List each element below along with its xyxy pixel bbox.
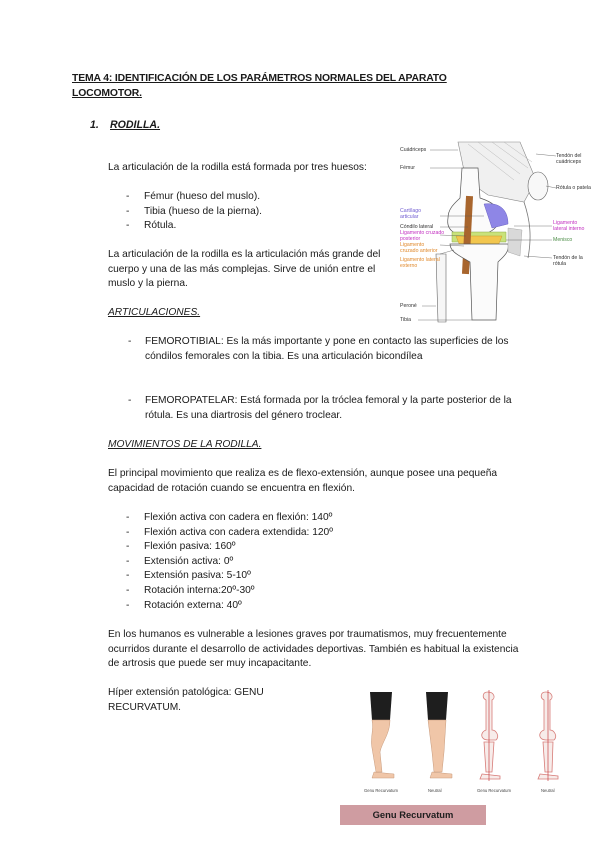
figure-caption: Neutral (541, 788, 555, 793)
knee-label: Cóndilo lateral (400, 224, 434, 230)
knee-label: Menisco (553, 237, 573, 243)
intro-paragraph: La articulación de la rodilla está formada por tres huesos: (108, 162, 367, 173)
list-item: - Flexión activa con cadera extendida: 120º (126, 526, 386, 541)
description-paragraph: La articulación de la rodilla es la articulación más grande del cuerpo y una de las más complejas. Sirve de unión entre el muslo y la pierna. (108, 249, 381, 290)
figure-caption: Neutral (428, 788, 442, 793)
genu-recurvatum-figure (360, 686, 586, 794)
list-item: - Extensión pasiva: 5-10º (126, 569, 386, 584)
section-number: 1. (90, 119, 99, 131)
articulaciones-heading: ARTICULACIONES. (108, 307, 201, 318)
knee-label: Ligamento cruzado posterior (400, 230, 445, 242)
knee-label: Ligamento cruzado anterior (400, 242, 438, 254)
figure-caption: Genu Recurvatum (364, 788, 398, 793)
bones-list (126, 190, 386, 234)
knee-label: Tibia (400, 317, 412, 323)
knee-label: Cuádriceps (400, 147, 427, 153)
movimientos-intro: El principal movimiento que realiza es de flexo-extensión, aunque posee una pequeña capacidad de rotación cuando se encuentra en flexión. (108, 468, 498, 494)
movimientos-heading: MOVIMIENTOS DE LA RODILLA. (108, 439, 262, 450)
knee-label: Ligamento lateral interno (553, 220, 585, 232)
list-item: - Extensión activa: 0º (126, 555, 386, 570)
genu-recurvatum-note: Híper extensión patológica: GENU RECURVATUM. (108, 687, 264, 713)
list-item: - Rotación externa: 40º (126, 599, 386, 614)
articulacion-item: - FEMOROTIBIAL: Es la más importante y pone en contacto las superficies de los cóndilos femorales con la tibia. Es una articulación bicondílea (128, 335, 528, 364)
lesiones-paragraph: En los humanos es vulnerable a lesiones graves por traumatismos, muy frecuentemente ocurridos durante el desarrollo de actividades deportivas. También es habitual la existencia de artrosis que puede ser muy incapacitante. (108, 629, 519, 670)
list-item: - Tibia (hueso de la pierna). (126, 205, 386, 220)
knee-label: Cartílago articular (400, 208, 422, 220)
list-item: - Fémur (hueso del muslo). (126, 190, 386, 205)
articulacion-text: FEMOROTIBIAL: Es la más importante y pone en contacto las superficies de los cóndilos femorales con la tibia. Es una articulación bicondílea (145, 336, 509, 362)
document-title: TEMA 4: IDENTIFICACIÓN DE LOS PARÁMETROS NORMALES DEL APARATO LOCOMOTOR. (72, 73, 447, 99)
list-item: - Rotación interna:20º-30º (126, 584, 386, 599)
articulacion-text: FEMOROPATELAR: Está formada por la tróclea femoral y la parte posterior de la rótula. Es una diartrosis del género troclear. (145, 395, 512, 421)
genu-recurvatum-banner: Genu Recurvatum (340, 805, 486, 825)
list-item: - Rótula. (126, 219, 386, 234)
legs-illustration (360, 686, 586, 794)
knee-label: Fémur (400, 165, 415, 171)
list-item: - Flexión pasiva: 160º (126, 540, 386, 555)
movement-list (126, 511, 386, 613)
knee-label: Tendón de la rótula (553, 255, 583, 267)
section-title: RODILLA. (110, 119, 161, 131)
figure-caption: Genu Recurvatum (477, 788, 511, 793)
knee-label: Tendón del cuádriceps (556, 153, 582, 165)
knee-label: Rótula o patela (556, 185, 591, 191)
section-heading-rodilla (90, 118, 160, 133)
list-item: - Flexión activa con cadera en flexión: 140º (126, 511, 386, 526)
articulacion-item: - FEMOROPATELAR: Está formada por la tróclea femoral y la parte posterior de la rótula. Es una diartrosis del género troclear. (128, 394, 528, 423)
knee-label: Peroné (400, 303, 417, 309)
knee-label: Ligamento lateral externo (400, 257, 440, 269)
knee-anatomy-figure (396, 140, 591, 328)
